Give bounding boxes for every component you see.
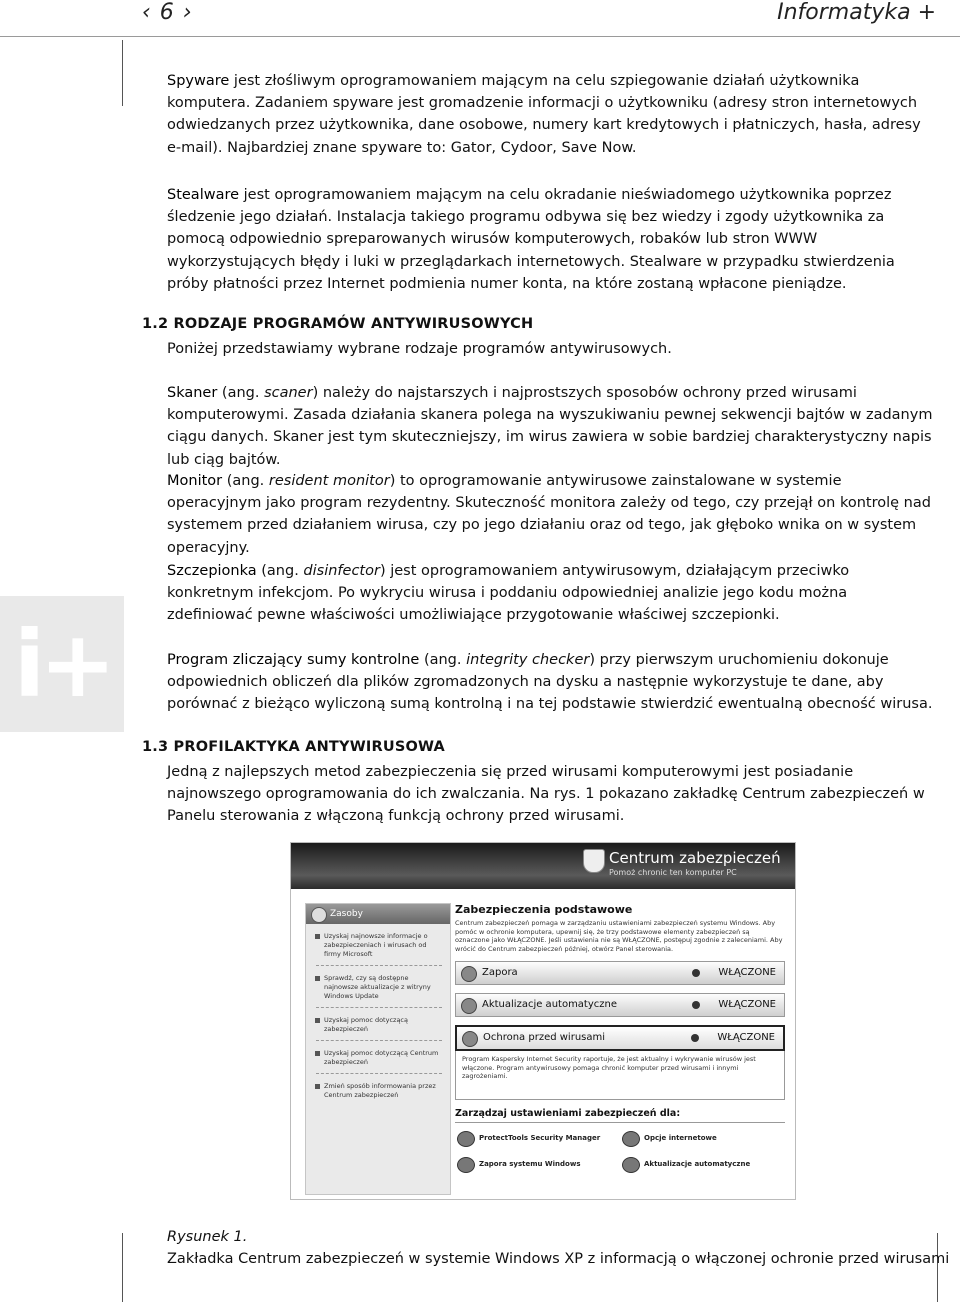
resource-divider <box>316 1007 442 1008</box>
resources-icon <box>311 907 327 923</box>
manage-item-label: Aktualizacje automatyczne <box>644 1160 751 1168</box>
status-dot-icon <box>692 1001 700 1009</box>
heading-1-2: 1.2 RODZAJE PROGRAMÓW ANTYWIRUSOWYCH <box>142 316 534 332</box>
monitor-pre: (ang. <box>222 473 269 489</box>
spyware-text: jest złośliwym oprogramowaniem mającym na celu szpiegowanie działań użytkownika komputera. Zadaniem spyware jest gromadzenie informacji o użytkowniku (adresy stron internetowych odwiedzanych przez użytkownika, dane osobowe, numery kart kredytowych i płatniczych, hasła, adresy e-mail). Najbardziej znane spyware to: Gator, Cydoor, Save Now. <box>167 73 921 156</box>
skaner-paragraph <box>167 382 937 471</box>
szczepionka-pre: (ang. <box>256 563 304 579</box>
monitor-text: ) to oprogramowanie antywirusowe zainstalowane w systemie operacyjnym jako program rezydentny. Skuteczność monitora zależy od tego, czy przejął on kontrolę nad systemem przed działaniem wirusa, czy po jego działaniu oraz od tego, jak głęboko wnika on w system operacyjny. <box>167 473 931 556</box>
virus-protection-status: WŁĄCZONE <box>717 1032 775 1043</box>
manage-item-automatic-updates[interactable] <box>620 1155 785 1173</box>
sumy-pre: (ang. <box>419 652 467 668</box>
sumy-paragraph <box>167 649 937 716</box>
manage-item-label: ProtectTools Security Manager <box>479 1134 601 1142</box>
stealware-term: Stealware <box>167 187 240 203</box>
stealware-text: jest oprogramowaniem mającym na celu okradanie nieświadomego użytkownika poprzez śledzenie jego działań. Instalacja takiego programu odbywa się bez wiedzy i zgody użytkownika za pomocą odpowiednio spreparowanych wirusów komputerowych, robaków lub stron WWW wykorzystujących błędy i luki w przeglądarkach internetowych. Stealware w przypadku stwierdzenia próby płatności przez Internet podmienia numer konta, na które zostaną wpłacone pieniądze. <box>167 187 895 292</box>
manage-settings-grid <box>455 1129 785 1173</box>
text-1-3: Jedną z najlepszych metod zabezpieczenia się przed wirusami komputerowymi jest posiadanie najnowszego oprogramowania do ich zwalczania. Na rys. 1 pokazano zakładkę Centrum zabezpieczeń w Panelu sterowania z włączoną funkcją ochrony przed wirusami. <box>167 764 925 825</box>
sumy-term: Program zliczający sumy kontrolne <box>167 652 420 668</box>
manage-item-label: Zapora systemu Windows <box>479 1160 581 1168</box>
resource-divider <box>316 1073 442 1074</box>
firewall-icon <box>457 1157 475 1173</box>
resource-link-4[interactable]: Uzyskaj pomoc dotyczącą Centrum zabezpieczeń <box>324 1049 442 1067</box>
skaner-pre: (ang. <box>217 385 265 401</box>
manage-item-windows-firewall[interactable] <box>455 1155 620 1173</box>
status-dot-icon <box>692 969 700 977</box>
skaner-term: Skaner <box>167 385 218 401</box>
figure-subtitle: Pomoż chronic ten komputer PC <box>609 868 737 877</box>
monitor-paragraph <box>167 470 937 559</box>
side-tab-logo: i+ <box>0 596 124 732</box>
margin-rule-bottom-left <box>122 1233 123 1302</box>
essentials-panel <box>455 903 785 1173</box>
globe-icon <box>622 1131 640 1147</box>
updates-label: Aktualizacje automatyczne <box>482 999 618 1010</box>
spyware-paragraph <box>167 70 937 159</box>
figure-caption-label: Rysunek 1. <box>167 1229 248 1245</box>
firewall-icon <box>461 966 477 982</box>
sumy-text: ) przy pierwszym uruchomieniu dokonuje odpowiednich obliczeń dla plików zgromadzonych na dysku a następnie wykorzystuje te dane, aby porównać z bieżąco wyliczoną sumą kontrolną i na tej podstawie stwierdzić ewentualną obecność wirusa. <box>167 652 933 713</box>
firewall-status: WŁĄCZONE <box>718 967 776 978</box>
margin-rule-bottom-right <box>937 1233 938 1302</box>
resources-panel <box>305 903 451 1195</box>
status-dot-icon <box>691 1034 699 1042</box>
spyware-term: Spyware <box>167 73 230 89</box>
running-title: Informatyka + <box>777 0 936 25</box>
sumy-eng: integrity checker <box>466 652 590 668</box>
monitor-eng: resident monitor <box>268 473 390 489</box>
updates-icon <box>622 1157 640 1173</box>
resource-divider <box>316 965 442 966</box>
szczepionka-eng: disinfector <box>303 563 380 579</box>
intro-1-2: Poniżej przedstawiamy wybrane rodzaje programów antywirusowych. <box>167 341 672 357</box>
resource-link-2[interactable]: Sprawdź, czy są dostępne najnowsze aktualizacje z witryny Windows Update <box>324 974 442 1001</box>
szczepionka-term: Szczepionka <box>167 563 257 579</box>
resource-divider <box>316 1040 442 1041</box>
margin-rule-top <box>122 40 123 106</box>
resources-header[interactable] <box>306 904 450 924</box>
firewall-bar[interactable] <box>455 961 785 985</box>
manage-item-protecttools[interactable] <box>455 1129 620 1147</box>
automatic-updates-bar[interactable] <box>455 993 785 1017</box>
heading-1-3: 1.3 PROFILAKTYKA ANTYWIRUSOWA <box>142 739 445 755</box>
essentials-description: Centrum zabezpieczeń pomaga w zarządzaniu ustawieniami zabezpieczeń systemu Windows. Aby pomóc w ochronie komputera, upewnij się, że trzy podstawowe elementy zabezpieczeń są oznaczone jako WŁĄCZONE. Jeśli ustawienia nie są WŁĄCZONE, postępuj zgodnie z zaleceniami. Aby wrócić do Centrum zabezpieczeń później, otwórz Panel sterowania. <box>455 919 783 953</box>
figure-caption-text: Zakładka Centrum zabezpieczeń w systemie Windows XP z informacją o włączonej ochronie przed wirusami <box>167 1251 950 1267</box>
essentials-heading: Zabezpieczenia podstawowe <box>455 903 633 916</box>
firewall-label: Zapora <box>482 967 518 978</box>
updates-icon <box>461 998 477 1014</box>
virus-protection-note: Program Kaspersky Internet Security raportuje, że jest aktualny i wykrywanie wirusów jest włączone. Program antywirusowy pomaga chronić komputer przed wirusami i innymi zagrożeniami. <box>455 1051 785 1100</box>
page-number: ‹ 6 › <box>142 0 193 25</box>
manage-item-internet-options[interactable] <box>620 1129 785 1147</box>
szczepionka-text: ) jest oprogramowaniem antywirusowym, działającym przeciwko konkretnym infekcjom. Po wykryciu wirusa i poddaniu odpowiedniej analizie jego kodu można zdefiniować pewne właściwości umożliwiające przygotowanie właściwej szczepionki. <box>167 563 850 624</box>
manage-settings-heading: Zarządzaj ustawieniami zabezpieczeń dla: <box>455 1108 785 1123</box>
protecttools-icon <box>457 1131 475 1147</box>
resources-title: Zasoby <box>330 909 363 919</box>
skaner-text: ) należy do najstarszych i najprostszych sposobów ochrony przed wirusami komputerowymi. Zasada działania skanera polega na wyszukiwaniu pewnej sekwencji bajtów w zadanym ciągu danych. Skaner jest tym skuteczniejszy, im wirus zawiera w sobie bardziej charakterystyczny napis lub ciąg bajtów. <box>167 385 933 468</box>
resource-link-1[interactable]: Uzyskaj najnowsze informacje o zabezpieczeniach i wirusach od firmy Microsoft <box>324 932 442 959</box>
monitor-term: Monitor <box>167 473 223 489</box>
stealware-paragraph <box>167 184 937 295</box>
skaner-eng: scaner <box>264 385 313 401</box>
figure-title: Centrum zabezpieczeń <box>609 849 781 867</box>
virus-protection-bar[interactable] <box>455 1025 785 1051</box>
resource-link-5[interactable]: Zmień sposób informowania przez Centrum zabezpieczeń <box>324 1082 442 1100</box>
szczepionka-paragraph <box>167 560 937 627</box>
security-center-figure <box>290 842 796 1200</box>
resource-link-3[interactable]: Uzyskaj pomoc dotyczącą zabezpieczeń <box>324 1016 442 1034</box>
manage-item-label: Opcje internetowe <box>644 1134 717 1142</box>
shield-icon <box>583 849 605 873</box>
virus-protection-icon <box>462 1031 478 1047</box>
updates-status: WŁĄCZONE <box>718 999 776 1010</box>
virus-protection-label: Ochrona przed wirusami <box>483 1032 606 1043</box>
